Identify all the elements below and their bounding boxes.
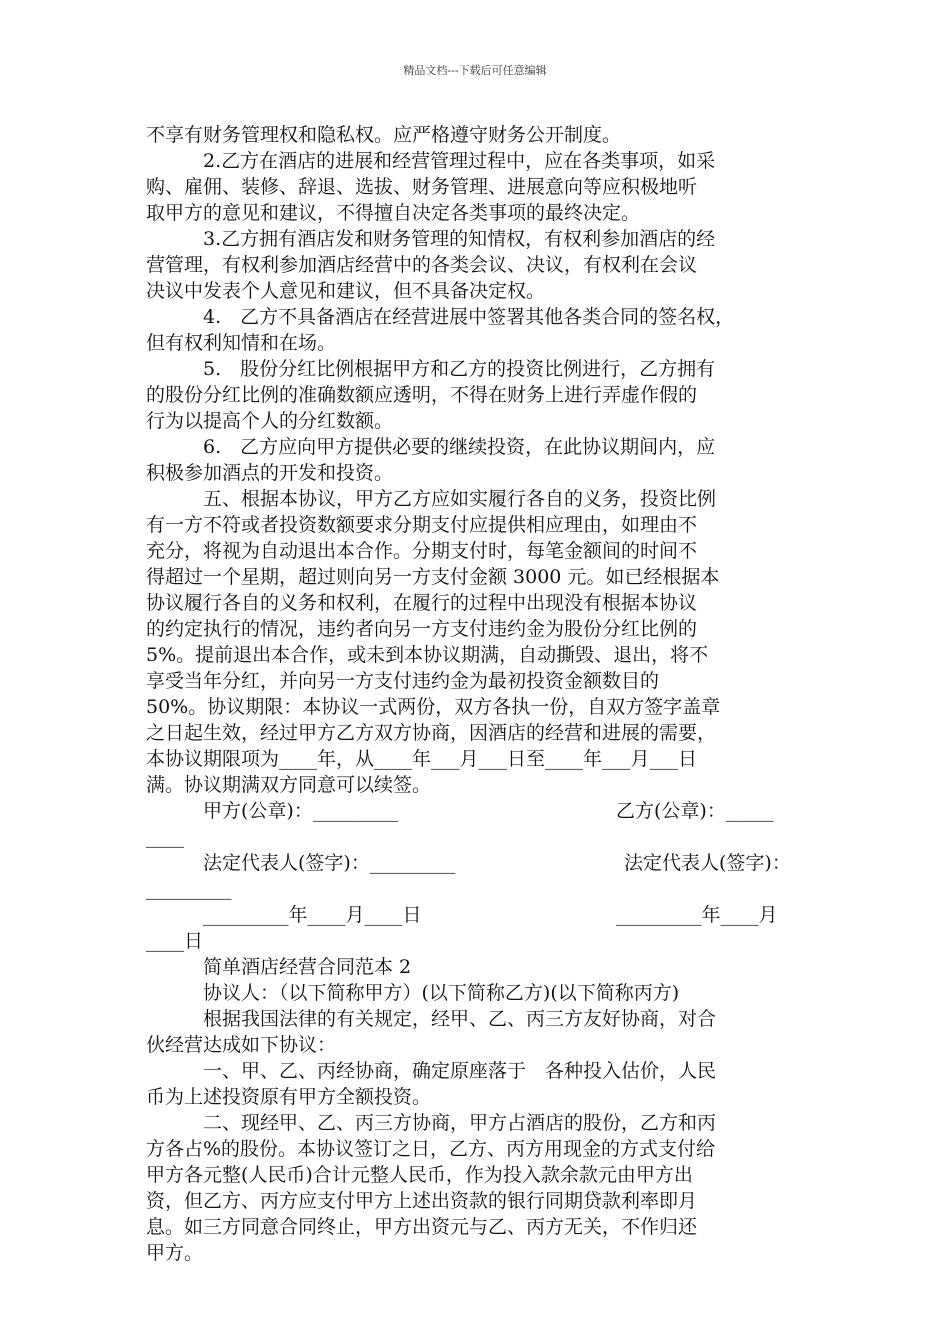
representative-row <box>146 850 826 876</box>
party-b-seal-continued: ____ <box>146 826 184 848</box>
text-line: 不享有财务管理权和隐私权。应严格遵守财务公开制度。 <box>146 124 622 146</box>
party-a-date: _________年____月____日 <box>146 904 422 926</box>
text-line: 50%。协议期限：本协议一式两份，双方各执一份，自双方签字盖章 <box>146 696 721 718</box>
text-line: 甲方各元整(人民币)合计元整人民币，作为投入款余款元由甲方出 <box>146 1164 693 1186</box>
date-row <box>146 902 826 928</box>
text-line: 本协议期限项为____年，从____年___月___日至____年___月___日 <box>146 748 698 770</box>
text-line: 的股份分红比例的准确数额应透明，不得在财务上进行弄虚作假的 <box>146 384 698 406</box>
seal-row <box>146 798 826 824</box>
text-line: 协议人：（以下简称甲方）(以下简称乙方)(以下简称丙方) <box>146 982 680 1004</box>
text-line: 5. 股份分红比例根据甲方和乙方的投资比例进行，乙方拥有 <box>146 358 716 380</box>
text-line: 协议履行各自的义务和权利，在履行的过程中出现没有根据本协议 <box>146 592 698 614</box>
text-line: 伙经营达成如下协议： <box>146 1034 337 1056</box>
text-line: 的约定执行的情况，违约者向另一方支付违约金为股份分红比例的 <box>146 618 698 640</box>
text-line: 取甲方的意见和建议，不得擅自决定各类事项的最终决定。 <box>146 202 641 224</box>
text-line: 之日起生效，经过甲方乙方双方协商，因酒店的经营和进展的需要， <box>146 722 717 744</box>
text-line: 但有权利知情和在场。 <box>146 332 337 354</box>
text-line: 购、雇佣、装修、辞退、选拔、财务管理、进展意向等应积极地听 <box>146 176 698 198</box>
party-b-representative-continued: _________ <box>146 878 232 900</box>
text-line: 息。如三方同意合同终止，甲方出资元与乙、丙方无关，不作归还 <box>146 1216 698 1238</box>
text-line: 决议中发表个人意见和建议，但不具备决定权。 <box>146 280 546 302</box>
text-line: 有一方不符或者投资数额要求分期支付应提供相应理由，如理由不 <box>146 514 698 536</box>
text-line: 甲方。 <box>146 1242 204 1264</box>
party-b-representative: 法定代表人(签字)： <box>624 852 791 874</box>
party-b-date: _________年____月 <box>616 904 778 926</box>
text-line: 资，但乙方、丙方应支付甲方上述出资款的银行同期贷款利率即月 <box>146 1190 698 1212</box>
text-line: 积极参加酒点的开发和投资。 <box>146 462 394 484</box>
text-line: 2.乙方在酒店的进展和经营管理过程中，应在各类事项，如采 <box>146 150 716 172</box>
text-line: 充分，将视为自动退出本合作。分期支付时，每笔金额间的时间不 <box>146 540 698 562</box>
text-line: 得超过一个星期，超过则向另一方支付金额 3000 元。如已经根据本 <box>146 566 720 588</box>
text-line: 二、现经甲、乙、丙三方协商，甲方占酒店的股份，乙方和丙 <box>146 1112 717 1134</box>
text-line: 营管理，有权利参加酒店经营中的各类会议、决议，有权利在会议 <box>146 254 698 276</box>
section-title: 简单酒店经营合同范本 2 <box>146 956 412 978</box>
text-line: 满。协议期满双方同意可以续签。 <box>146 774 432 796</box>
party-a-representative: 法定代表人(签字)：_________ <box>146 852 456 874</box>
text-line: 3.乙方拥有酒店发和财务管理的知情权，有权利参加酒店的经 <box>146 228 716 250</box>
text-line: 行为以提高个人的分红数额。 <box>146 410 394 432</box>
text-line: 币为上述投资原有甲方全额投资。 <box>146 1086 432 1108</box>
text-line: 4. 乙方不具备酒店在经营进展中签署其他各类合同的签名权， <box>146 306 735 328</box>
party-a-seal: 甲方(公章)：_________ <box>146 800 399 822</box>
text-line: 五、根据本协议，甲方乙方应如实履行各自的义务，投资比例 <box>146 488 717 510</box>
text-line: 6. 乙方应向甲方提供必要的继续投资，在此协议期间内，应 <box>146 436 716 458</box>
party-b-seal: 乙方(公章)：_____ <box>616 800 774 822</box>
text-line: 方各占%的股份。本协议签订之日，乙方、丙方用现金的方式支付给 <box>146 1138 716 1160</box>
text-line: 5%。提前退出本合作，或未到本协议期满，自动撕毁、退出，将不 <box>146 644 709 666</box>
party-b-date-continued: ____日 <box>146 930 204 952</box>
text-line: 一、甲、乙、丙经协商，确定原座落于 各种投入估价，人民 <box>146 1060 717 1082</box>
text-line: 根据我国法律的有关规定，经甲、乙、丙三方友好协商，对合 <box>146 1008 717 1030</box>
page-header: 精品文档---下载后可任意编辑 <box>403 64 547 77</box>
document-body <box>146 122 826 1266</box>
text-line: 享受当年分红，并向另一方支付违约金为最初投资金额数目的 <box>146 670 660 692</box>
